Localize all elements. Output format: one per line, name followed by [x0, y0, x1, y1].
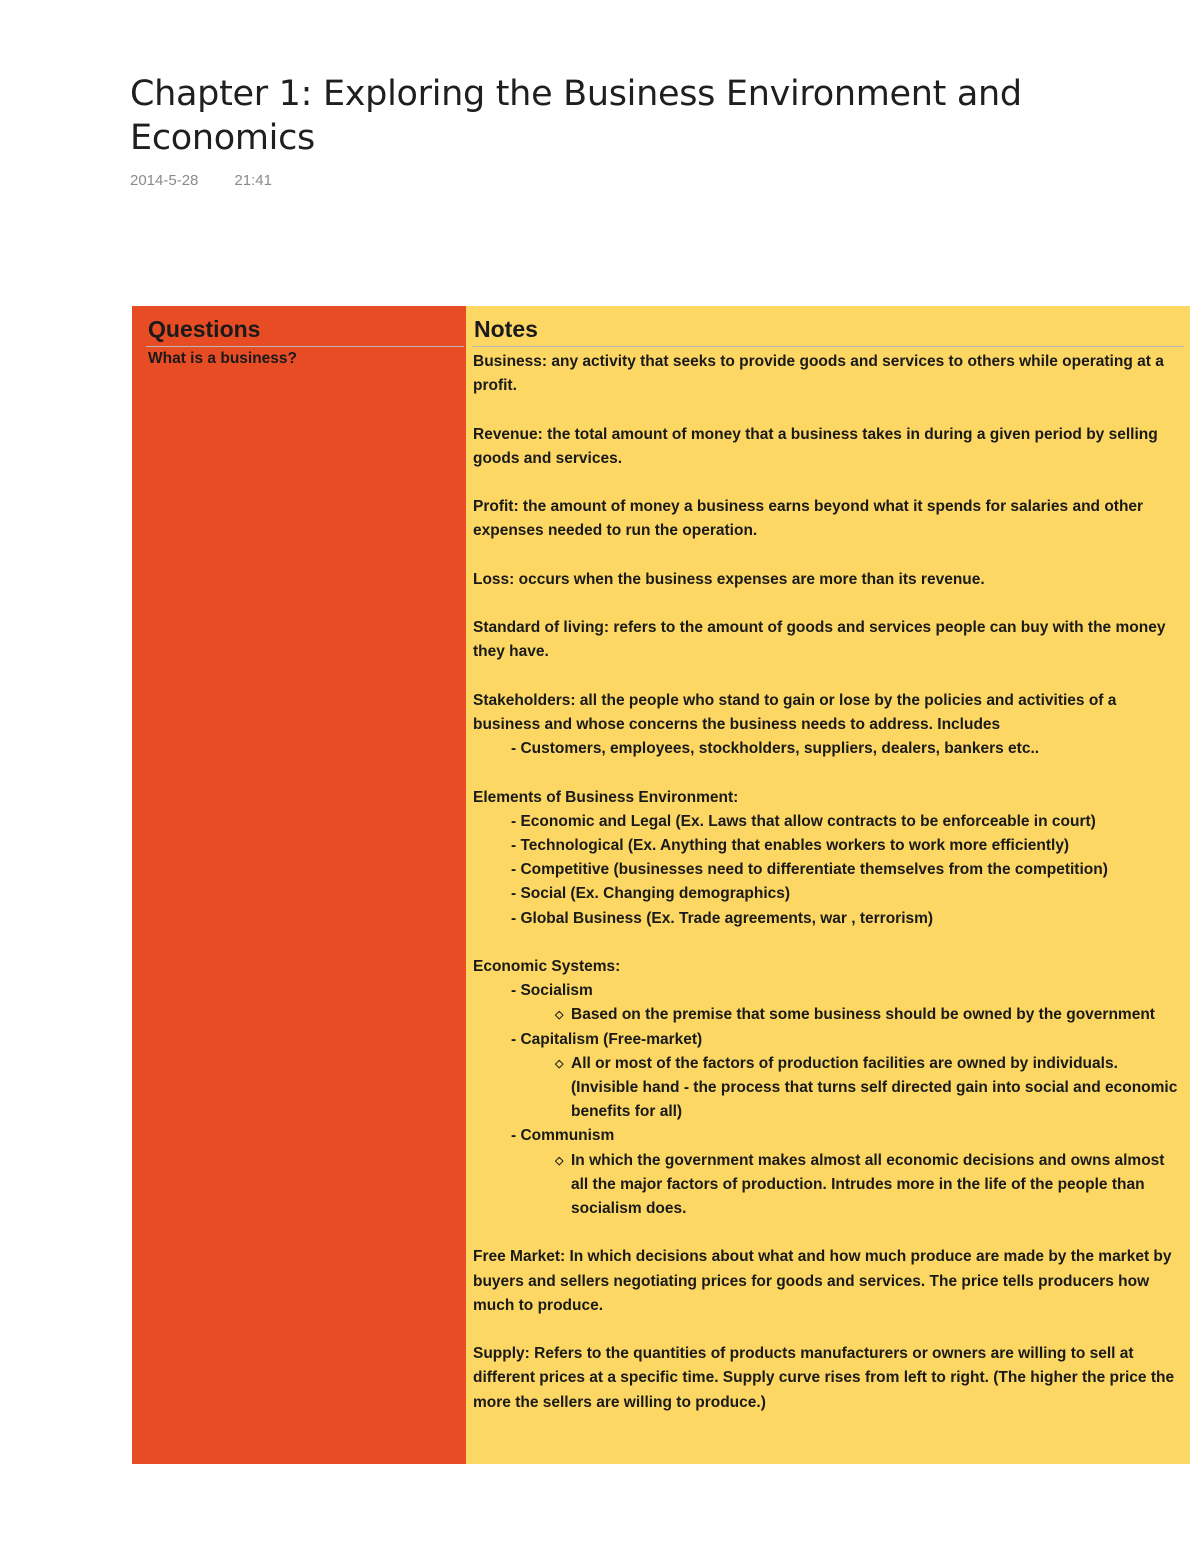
cornell-notes-table [132, 306, 1190, 1464]
element-item: - Social (Ex. Changing demographics) [511, 885, 791, 903]
questions-header-rule [146, 346, 464, 347]
element-item: - Global Business (Ex. Trade agreements, war , terrorism) [511, 909, 934, 927]
questions-header: Questions [148, 316, 261, 342]
page-date: 2014-5-28 [130, 172, 199, 189]
note-stakeholders-list: - Customers, employees, stockholders, suppliers, dealers, bankers etc.. [511, 740, 1040, 758]
questions-column [132, 306, 466, 1464]
note-stakeholders: Stakeholders: all the people who stand to gain or lose by the policies and activities of a business and whose concerns the business needs to address. Includes [473, 691, 1117, 733]
page-timestamp [130, 172, 272, 189]
note-loss: Loss: occurs when the business expenses are more than its revenue. [473, 570, 985, 588]
diamond-bullet-icon: ◇ [555, 1154, 564, 1167]
diamond-bullet-icon: ◇ [555, 1057, 564, 1070]
notes-header: Notes [474, 316, 538, 342]
system-capitalism-detail: ◇ All or most of the factors of production facilities are owned by individuals. (Invisible hand - the process that turns self directed gain into social and economic benefits for all) [473, 1052, 1185, 1125]
page-time: 21:41 [234, 172, 272, 189]
note-free-market: Free Market: In which decisions about what and how much produce are made by the market by buyers and sellers negotiating prices for goods and services. The price tells producers how much to produce. [473, 1248, 1172, 1314]
note-business: Business: any activity that seeks to provide goods and services to others while operating at a profit. [473, 353, 1164, 395]
diamond-bullet-icon: ◇ [555, 1009, 564, 1022]
page-title: Chapter 1: Exploring the Business Environment and Economics [130, 74, 1022, 158]
question-item: What is a business? [148, 350, 298, 367]
system-communism-detail: ◇ In which the government makes almost all economic decisions and owns almost all the major factors of production. Intrudes more in the life of the people than socialism does. [473, 1149, 1185, 1222]
element-item: - Competitive (businesses need to differentiate themselves from the competition) [511, 861, 1108, 879]
note-profit: Profit: the amount of money a business earns beyond what it spends for salaries and other expenses needed to run the operation. [473, 498, 1144, 540]
note-revenue: Revenue: the total amount of money that a business takes in during a given period by selling goods and services. [473, 425, 1158, 467]
note-systems-heading: Economic Systems: [473, 957, 621, 975]
note-elements-heading: Elements of Business Environment: [473, 788, 739, 806]
system-socialism: - Socialism [511, 982, 593, 1000]
system-capitalism: - Capitalism (Free-market) [511, 1030, 703, 1048]
element-item: - Economic and Legal (Ex. Laws that allow contracts to be enforceable in court) [511, 812, 1096, 830]
note-standard-of-living: Standard of living: refers to the amount of goods and services people can buy with the money they have. [473, 619, 1166, 661]
system-communism: - Communism [511, 1127, 615, 1145]
notes-header-rule [472, 346, 1184, 347]
element-item: - Technological (Ex. Anything that enables workers to work more efficiently) [511, 836, 1070, 854]
system-socialism-detail: ◇ Based on the premise that some business should be owned by the government [473, 1003, 1185, 1027]
notes-body [473, 350, 1185, 1415]
note-supply: Supply: Refers to the quantities of products manufacturers or owners are willing to sell at different prices at a specific time. Supply curve rises from left to right. (The higher the price the more the sellers are willing to produce.) [473, 1345, 1175, 1411]
